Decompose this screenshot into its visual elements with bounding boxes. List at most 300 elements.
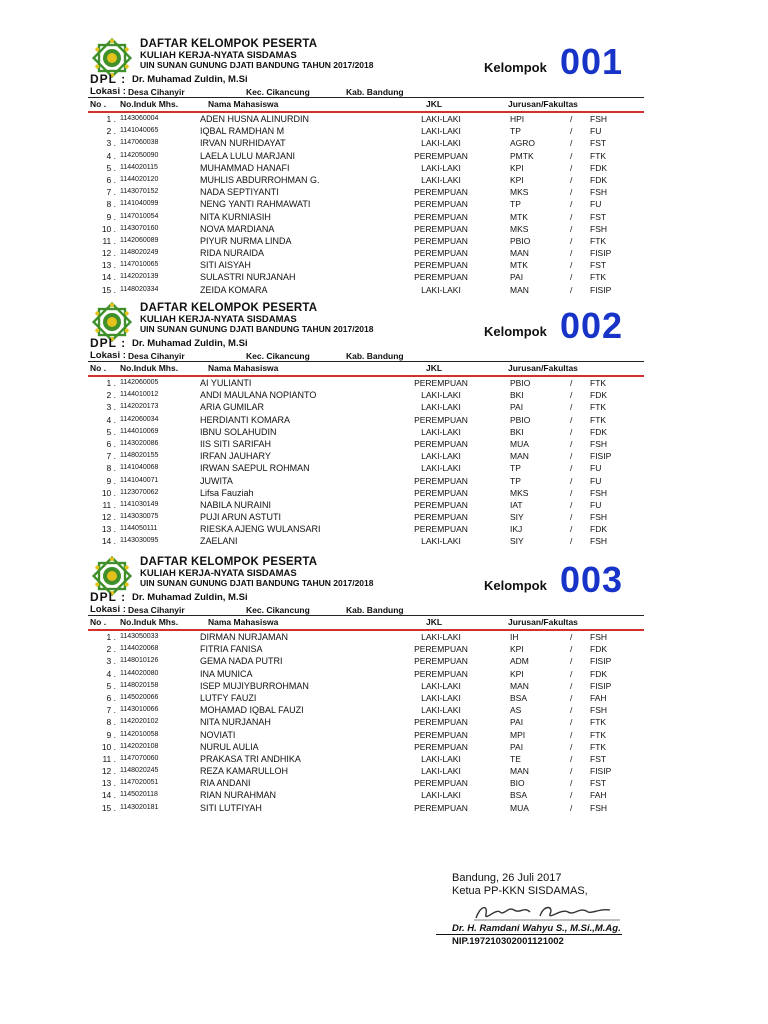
row-jurusan: MAN <box>510 451 529 462</box>
row-fakultas: FSH <box>590 512 607 523</box>
row-jurusan: TP <box>510 463 521 474</box>
table-row <box>86 803 646 815</box>
row-jkl: PEREMPUAN <box>414 644 468 655</box>
table-row <box>86 175 646 187</box>
row-separator: / <box>570 717 573 728</box>
col-header-no: No . <box>90 617 107 627</box>
row-nim: 1147010065 <box>120 261 159 269</box>
row-nim: 1142060034 <box>120 415 159 423</box>
table-row <box>86 439 646 451</box>
row-nim: 1147060038 <box>120 139 159 147</box>
table-row <box>86 693 646 705</box>
table-row <box>86 463 646 475</box>
row-separator: / <box>570 451 573 462</box>
row-no: 12 . <box>101 248 116 259</box>
row-separator: / <box>570 656 573 667</box>
dpl-name: Dr. Muhamad Zuldin, M.Si <box>132 592 248 603</box>
table-header-rule <box>88 375 644 377</box>
row-no: 11 . <box>102 753 116 764</box>
col-header-nama: Nama Mahasiswa <box>208 617 279 627</box>
doc-subtitle: KULIAH KERJA-NYATA SISDAMAS <box>140 50 297 61</box>
row-nama: IRFAN JAUHARY <box>200 451 271 462</box>
row-nim: 1142050090 <box>120 151 159 159</box>
doc-university: UIN SUNAN GUNUNG DJATI BANDUNG TAHUN 2017/2018 <box>140 578 374 588</box>
row-jurusan: KPI <box>510 644 524 655</box>
table-row <box>86 285 646 297</box>
row-no: 3 . <box>106 656 116 667</box>
table-row <box>86 730 646 742</box>
row-separator: / <box>570 499 573 510</box>
row-nama: INA MUNICA <box>200 668 253 679</box>
row-nama: PIYUR NURMA LINDA <box>200 235 292 246</box>
table-row <box>86 260 646 272</box>
row-separator: / <box>570 174 573 185</box>
row-no: 12 . <box>101 766 116 777</box>
row-nim: 1141040099 <box>120 200 159 208</box>
row-fakultas: FISIP <box>590 451 612 462</box>
row-jkl: LAKI-LAKI <box>421 126 461 137</box>
row-no: 14 . <box>101 272 116 283</box>
row-nim: 1147010054 <box>120 212 159 220</box>
row-fakultas: FISIP <box>590 766 612 777</box>
row-jkl: PEREMPUAN <box>414 729 468 740</box>
row-no: 13 . <box>101 524 116 535</box>
row-fakultas: FDK <box>590 524 607 535</box>
sign-underline <box>436 934 622 935</box>
row-fakultas: FST <box>590 778 607 789</box>
lokasi-kec: Kec. Cikancung <box>246 87 310 97</box>
row-separator: / <box>570 487 573 498</box>
doc-title: DAFTAR KELOMPOK PESERTA <box>140 556 318 568</box>
row-nim: 1148020155 <box>120 452 159 460</box>
row-jurusan: PBIO <box>510 414 531 425</box>
row-no: 5 . <box>106 162 116 173</box>
table-row <box>86 742 646 754</box>
dpl-name: Dr. Muhamad Zuldin, M.Si <box>132 74 248 85</box>
row-nim: 1141040068 <box>120 464 159 472</box>
row-no: 7 . <box>106 187 116 198</box>
row-fakultas: FSH <box>590 802 607 813</box>
sign-place-date: Bandung, 26 Juli 2017 <box>452 872 562 884</box>
row-jurusan: PBIO <box>510 378 531 388</box>
row-nim: 1144020080 <box>120 669 159 677</box>
row-jkl: LAKI-LAKI <box>421 162 461 173</box>
doc-university: UIN SUNAN GUNUNG DJATI BANDUNG TAHUN 2017/2018 <box>140 60 374 70</box>
row-nim: 1144020068 <box>120 645 159 653</box>
row-fakultas: FU <box>590 499 602 510</box>
student-table <box>86 632 646 815</box>
row-no: 6 . <box>106 692 116 703</box>
row-jkl: PEREMPUAN <box>414 499 468 510</box>
row-fakultas: FSH <box>590 438 607 449</box>
row-no: 3 . <box>106 138 116 149</box>
row-nama: NABILA NURAINI <box>200 499 272 510</box>
col-header-jkl: JKL <box>426 363 443 373</box>
row-jkl: PEREMPUAN <box>414 487 468 498</box>
row-jurusan: SIY <box>510 512 524 523</box>
col-header-jurusan: Jurusan/Fakultas <box>508 617 578 627</box>
row-jkl: LAKI-LAKI <box>421 390 461 401</box>
row-jkl: LAKI-LAKI <box>421 463 461 474</box>
table-row <box>86 427 646 439</box>
row-jkl: LAKI-LAKI <box>421 426 461 437</box>
table-row <box>86 199 646 211</box>
row-separator: / <box>570 211 573 222</box>
row-nim: 1142060005 <box>120 379 159 386</box>
table-row <box>86 248 646 260</box>
row-fakultas: FSH <box>590 705 607 716</box>
row-fakultas: FTK <box>590 414 607 425</box>
row-no: 10 . <box>101 487 116 498</box>
row-no: 15 . <box>101 802 116 813</box>
row-separator: / <box>570 223 573 234</box>
row-nim: 1144020120 <box>120 175 159 183</box>
table-row <box>86 126 646 138</box>
row-separator: / <box>570 272 573 283</box>
table-row <box>86 114 646 126</box>
row-nim: 1142020102 <box>120 718 159 726</box>
row-fakultas: FDK <box>590 644 607 655</box>
row-nama: LAELA LULU MARJANI <box>200 150 296 161</box>
row-fakultas: FU <box>590 126 602 137</box>
row-nama: ZAELANI <box>200 536 238 547</box>
table-row <box>86 236 646 248</box>
row-separator: / <box>570 126 573 137</box>
table-row <box>86 717 646 729</box>
row-separator: / <box>570 378 573 388</box>
row-nim: 1141040065 <box>120 127 159 135</box>
doc-subtitle: KULIAH KERJA-NYATA SISDAMAS <box>140 568 297 579</box>
col-header-no: No . <box>90 99 107 109</box>
row-jkl: LAKI-LAKI <box>421 284 461 295</box>
row-separator: / <box>570 235 573 246</box>
row-jkl: LAKI-LAKI <box>421 451 461 462</box>
row-jurusan: HPI <box>510 114 525 124</box>
row-separator: / <box>570 632 573 642</box>
row-fakultas: FDK <box>590 162 607 173</box>
row-nim: 1143020086 <box>120 439 159 447</box>
doc-university: UIN SUNAN GUNUNG DJATI BANDUNG TAHUN 2017/2018 <box>140 324 374 334</box>
table-row <box>86 536 646 548</box>
row-no: 1 . <box>106 378 116 388</box>
row-jurusan: MAN <box>510 284 529 295</box>
row-jurusan: MKS <box>510 223 529 234</box>
row-fakultas: FU <box>590 475 602 486</box>
row-fakultas: FAH <box>590 790 607 801</box>
row-jurusan: AS <box>510 705 522 716</box>
col-header-no: No . <box>90 363 107 373</box>
row-nama: RIAN NURAHMAN <box>200 790 277 801</box>
table-row <box>86 163 646 175</box>
row-jkl: LAKI-LAKI <box>421 692 461 703</box>
row-jurusan: TP <box>510 126 521 137</box>
kelompok-label: Kelompok <box>484 60 547 75</box>
row-no: 5 . <box>106 426 116 437</box>
row-fakultas: FSH <box>590 114 607 124</box>
row-no: 9 . <box>106 211 116 222</box>
row-nim: 1142020108 <box>120 742 159 750</box>
row-no: 6 . <box>106 438 116 449</box>
row-separator: / <box>570 692 573 703</box>
lokasi-kab: Kab. Bandung <box>346 351 404 361</box>
table-row <box>86 212 646 224</box>
row-jurusan: KPI <box>510 174 524 185</box>
row-nama: NADA SEPTIYANTI <box>200 187 279 198</box>
row-jurusan: PAI <box>510 741 524 752</box>
row-fakultas: FU <box>590 463 602 474</box>
row-nim: 1144020115 <box>120 163 158 171</box>
lokasi-desa: Desa Cihanyir <box>128 351 185 361</box>
kelompok-number: 002 <box>560 305 624 346</box>
row-separator: / <box>570 741 573 752</box>
row-nim: 1142020173 <box>120 403 159 411</box>
row-separator: / <box>570 426 573 437</box>
row-no: 6 . <box>106 174 116 185</box>
row-jkl: PEREMPUAN <box>414 211 468 222</box>
row-separator: / <box>570 402 573 413</box>
row-fakultas: FTK <box>590 378 607 388</box>
row-nim: 1141040071 <box>120 476 159 484</box>
table-header-rule <box>88 111 644 113</box>
row-nim: 1144010069 <box>120 427 159 435</box>
row-jkl: PEREMPUAN <box>414 248 468 259</box>
lokasi-kab: Kab. Bandung <box>346 87 404 97</box>
table-row <box>86 790 646 802</box>
row-separator: / <box>570 284 573 295</box>
row-separator: / <box>570 790 573 801</box>
row-nama: NOVIATI <box>200 729 236 740</box>
row-nama: MUHAMMAD HANAFI <box>200 162 290 173</box>
lokasi-label: Lokasi : <box>90 350 126 361</box>
row-separator: / <box>570 390 573 401</box>
row-nama: JUWITA <box>200 475 233 486</box>
row-fakultas: FU <box>590 199 602 210</box>
row-fakultas: FTK <box>590 717 607 728</box>
row-nama: ZEIDA KOMARA <box>200 284 268 295</box>
row-separator: / <box>570 463 573 474</box>
row-nama: IRWAN SAEPUL ROHMAN <box>200 463 310 474</box>
table-row <box>86 224 646 236</box>
col-header-jkl: JKL <box>426 617 443 627</box>
row-separator: / <box>570 114 573 124</box>
sign-name: Dr. H. Ramdani Wahyu S., M.Si.,M.Ag. <box>452 923 621 934</box>
row-separator: / <box>570 248 573 259</box>
row-fakultas: FTK <box>590 235 607 246</box>
row-separator: / <box>570 705 573 716</box>
dpl-label: DPL : <box>90 590 127 604</box>
row-no: 12 . <box>101 512 116 523</box>
row-fakultas: FDK <box>590 426 607 437</box>
row-nama: HERDIANTI KOMARA <box>200 414 291 425</box>
row-separator: / <box>570 778 573 789</box>
row-nama: NENG YANTI RAHMAWATI <box>200 199 311 210</box>
row-nama: NURUL AULIA <box>200 741 259 752</box>
row-jurusan: MAN <box>510 248 529 259</box>
row-no: 2 . <box>106 126 116 137</box>
row-nama: NITA NURJANAH <box>200 717 271 728</box>
sign-position: Ketua PP-KKN SISDAMAS, <box>452 885 588 897</box>
row-separator: / <box>570 524 573 535</box>
table-header-rule <box>88 629 644 631</box>
row-jurusan: AGRO <box>510 138 536 149</box>
row-no: 9 . <box>106 729 116 740</box>
row-fakultas: FDK <box>590 174 607 185</box>
row-nim: 1145020066 <box>120 693 159 701</box>
table-top-rule <box>88 361 644 362</box>
table-row <box>86 378 646 390</box>
row-separator: / <box>570 802 573 813</box>
row-jurusan: BKI <box>510 390 524 401</box>
row-jurusan: MKS <box>510 487 529 498</box>
row-nim: 1148020249 <box>120 249 159 257</box>
row-separator: / <box>570 644 573 655</box>
row-fakultas: FSH <box>590 187 607 198</box>
row-fakultas: FTK <box>590 150 607 161</box>
row-jkl: PEREMPUAN <box>414 414 468 425</box>
row-jkl: PEREMPUAN <box>414 741 468 752</box>
table-top-rule <box>88 97 644 98</box>
row-separator: / <box>570 680 573 691</box>
row-nama: Lifsa Fauziah <box>200 487 254 498</box>
row-jurusan: BSA <box>510 692 528 703</box>
row-separator: / <box>570 729 573 740</box>
row-fakultas: FTK <box>590 741 607 752</box>
lokasi-kab: Kab. Bandung <box>346 605 404 615</box>
row-nama: NITA KURNIASIH <box>200 211 271 222</box>
row-nama: IBNU SOLAHUDIN <box>200 426 277 437</box>
row-separator: / <box>570 536 573 547</box>
row-jkl: PEREMPUAN <box>414 524 468 535</box>
row-jkl: PEREMPUAN <box>414 668 468 679</box>
row-jurusan: MKS <box>510 187 529 198</box>
row-nim: 1148010126 <box>120 657 159 665</box>
row-nim: 1143050033 <box>120 633 159 640</box>
row-jkl: PEREMPUAN <box>414 235 468 246</box>
row-nama: IIS SITI SARIFAH <box>200 438 272 449</box>
row-nama: ADEN HUSNA ALINURDIN <box>200 114 310 124</box>
table-row <box>86 138 646 150</box>
table-row <box>86 632 646 644</box>
row-nama: SITI AISYAH <box>200 260 251 271</box>
row-jkl: PEREMPUAN <box>414 717 468 728</box>
row-nim: 1148020334 <box>120 285 159 293</box>
row-jurusan: TP <box>510 199 521 210</box>
row-jurusan: IKJ <box>510 524 523 535</box>
row-jkl: LAKI-LAKI <box>421 766 461 777</box>
row-separator: / <box>570 766 573 777</box>
row-jkl: PEREMPUAN <box>414 272 468 283</box>
row-jkl: PEREMPUAN <box>414 512 468 523</box>
row-no: 2 . <box>106 390 116 401</box>
row-jkl: LAKI-LAKI <box>421 753 461 764</box>
lokasi-kec: Kec. Cikancung <box>246 351 310 361</box>
row-jurusan: BSA <box>510 790 528 801</box>
row-fakultas: FSH <box>590 632 607 642</box>
row-nim: 1143030075 <box>120 513 159 521</box>
lokasi-desa: Desa Cihanyir <box>128 87 185 97</box>
row-jurusan: BIO <box>510 778 525 789</box>
row-nama: AI YULIANTI <box>200 378 252 388</box>
table-row <box>86 705 646 717</box>
row-nama: PUJI ARUN ASTUTI <box>200 512 282 523</box>
row-jurusan: MUA <box>510 438 529 449</box>
row-separator: / <box>570 414 573 425</box>
table-row <box>86 415 646 427</box>
row-jkl: LAKI-LAKI <box>421 705 461 716</box>
row-jkl: PEREMPUAN <box>414 438 468 449</box>
table-row <box>86 644 646 656</box>
dpl-label: DPL : <box>90 336 127 350</box>
col-header-nama: Nama Mahasiswa <box>208 99 279 109</box>
col-header-nama: Nama Mahasiswa <box>208 363 279 373</box>
lokasi-label: Lokasi : <box>90 86 126 97</box>
row-fakultas: FISIP <box>590 248 612 259</box>
row-separator: / <box>570 260 573 271</box>
row-nim: 1147020051 <box>120 779 159 787</box>
row-fakultas: FTK <box>590 402 607 413</box>
row-fakultas: FDK <box>590 668 607 679</box>
row-fakultas: FSH <box>590 536 607 547</box>
table-row <box>86 524 646 536</box>
row-jkl: PEREMPUAN <box>414 150 468 161</box>
lokasi-desa: Desa Cihanyir <box>128 605 185 615</box>
row-jkl: PEREMPUAN <box>414 223 468 234</box>
col-header-nim: No.Induk Mhs. <box>120 617 179 627</box>
row-no: 11 . <box>102 499 116 510</box>
row-nim: 1143030095 <box>120 537 159 545</box>
row-nim: 1141030149 <box>120 500 159 508</box>
row-nama: IQBAL RAMDHAN M <box>200 126 285 137</box>
table-row <box>86 512 646 524</box>
row-nama: DIRMAN NURJAMAN <box>200 632 289 642</box>
sign-nip: NIP.197210302001121002 <box>452 936 564 947</box>
dpl-name: Dr. Muhamad Zuldin, M.Si <box>132 338 248 349</box>
row-separator: / <box>570 138 573 149</box>
row-nama: LUTFY FAUZI <box>200 692 257 703</box>
row-nama: MOHAMAD IQBAL FAUZI <box>200 705 304 716</box>
row-no: 15 . <box>101 284 116 295</box>
kelompok-number: 001 <box>560 41 624 82</box>
row-fakultas: FSH <box>590 487 607 498</box>
row-nim: 1143010066 <box>120 706 159 714</box>
row-fakultas: FISIP <box>590 656 612 667</box>
row-fakultas: FST <box>590 260 607 271</box>
table-row <box>86 754 646 766</box>
doc-title: DAFTAR KELOMPOK PESERTA <box>140 38 318 50</box>
row-jurusan: MTK <box>510 260 528 271</box>
row-fakultas: FSH <box>590 223 607 234</box>
row-fakultas: FST <box>590 753 607 764</box>
row-no: 4 . <box>106 150 116 161</box>
row-nama: RIESKA AJENG WULANSARI <box>200 524 321 535</box>
row-jurusan: PBIO <box>510 235 531 246</box>
row-no: 9 . <box>106 475 116 486</box>
table-row <box>86 778 646 790</box>
row-nama: ISEP MUJIYBURROHMAN <box>200 680 309 691</box>
row-jkl: PEREMPUAN <box>414 199 468 210</box>
row-no: 13 . <box>101 778 116 789</box>
row-separator: / <box>570 438 573 449</box>
doc-title: DAFTAR KELOMPOK PESERTA <box>140 302 318 314</box>
doc-subtitle: KULIAH KERJA-NYATA SISDAMAS <box>140 314 297 325</box>
row-nama: GEMA NADA PUTRI <box>200 656 283 667</box>
row-jurusan: TP <box>510 475 521 486</box>
table-top-rule <box>88 615 644 616</box>
row-jurusan: TE <box>510 753 521 764</box>
student-table <box>86 114 646 297</box>
row-fakultas: FDK <box>590 390 607 401</box>
row-fakultas: FAH <box>590 692 607 703</box>
